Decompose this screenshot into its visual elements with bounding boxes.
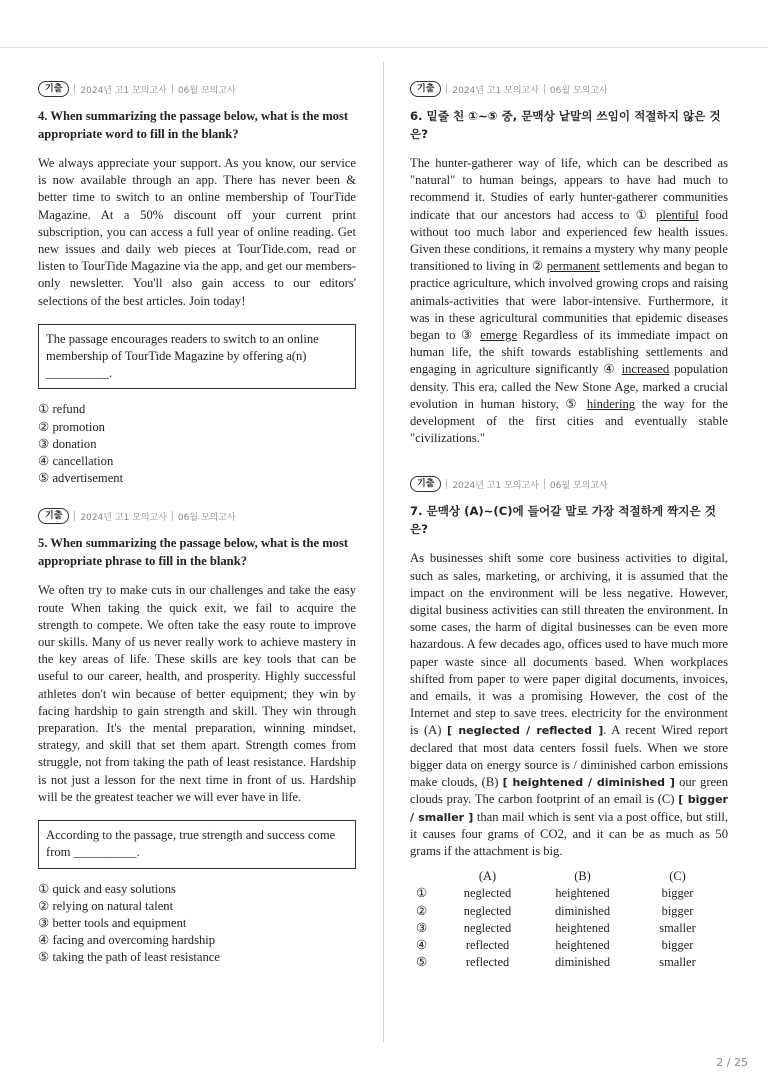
question-4-options xyxy=(38,401,356,487)
cell-c: bigger xyxy=(661,886,694,901)
underlined-word-2: permanent xyxy=(546,259,600,274)
separator xyxy=(446,479,447,489)
passage-text: population density. This era, called the New Stone Age, marked a crucial evolution in human history, ⑤ xyxy=(410,362,728,411)
source-month: 06월 모의고사 xyxy=(549,85,608,96)
cell-a: neglected xyxy=(463,886,512,901)
choice-c: [ bigger / smaller ] xyxy=(410,793,728,824)
option[interactable]: ② promotion xyxy=(38,419,105,434)
underlined-word-1: plentiful xyxy=(656,207,699,222)
option[interactable]: ② relying on natural talent xyxy=(38,898,174,913)
question-6 xyxy=(410,80,728,447)
table-row[interactable] xyxy=(416,920,725,937)
right-column xyxy=(410,80,728,971)
passage-text: food without too much labor and experienced few health issues. Given these conditions, it remains a mystery why many people transitioned to living in ② xyxy=(410,207,728,274)
cell-c: smaller xyxy=(659,920,696,935)
cell-b: diminished xyxy=(554,903,611,918)
separator xyxy=(172,84,173,94)
cell-b: diminished xyxy=(554,955,611,970)
cell-a: neglected xyxy=(463,920,512,935)
question-4-passage: We always appreciate your support. As you know, our service is now available through an app. There has never been & better time to switch to an online membership of TourTide Magazine. At a 50% discount off your current print subscription, you can access a full year of online reading. Get new issues and daily web pieces at TourTide.com, read or listen to TourTide Magazine via the app, and get our members-only newsletter. You'll also gain access to our editors' selections of the best articles. Join today! xyxy=(38,156,356,308)
question-6-source xyxy=(410,80,728,98)
choice-b: [ heightened / diminished ] xyxy=(502,776,675,790)
header-c: (C) xyxy=(669,869,686,884)
header-a: (A) xyxy=(478,869,497,884)
row-number: ③ xyxy=(416,920,428,935)
table-row[interactable] xyxy=(416,937,725,954)
question-6-passage xyxy=(410,155,728,447)
question-4-title: 4. When summarizing the passage below, what is the most appropriate word to fill in the blank? xyxy=(38,109,349,141)
separator xyxy=(74,511,75,521)
question-5-passage: We often try to make cuts in our challenges and take the easy route When taking the quick exit, we fail to acquire the strength to compete. We often take the easy route to improve our skills. Many of us never really work to achieve mastery in the key areas of life. These skills are key tools that can be useful to our career, health, and prosperity. Highly successful athletes don't win because of better equipment; they win by facing hardship to gain strength and skill. They win through preparation. It's the mental preparation, winning mindset, strategy, and skill that set them apart. Strength comes from struggle, not from taking the path of least resistance. Hardship is not just a lesson for the next time in front of us. Hardship will be the greatest teacher we will ever have in life. xyxy=(38,583,356,804)
separator xyxy=(544,84,545,94)
column-divider xyxy=(383,62,384,1042)
source-year: 2024년 고1 모의고사 xyxy=(452,85,539,96)
passage-text: than mail which is sent via a post office, but still, it causes four grams of CO2, and it can be as much as 50 grams if the attachment is big. xyxy=(410,809,728,858)
passage-text: The hunter-gatherer way of life, which can be described as "natural" to human beings, appears to have had much to recommend it. Studies of early hunter-gatherer communities indicate that our ancestors had access to ① xyxy=(410,156,728,222)
cell-c: bigger xyxy=(661,903,694,918)
passage-text: our green clouds pray. The carbon footprint of an email is (C) xyxy=(410,775,728,807)
option[interactable]: ① quick and easy solutions xyxy=(38,881,176,896)
separator xyxy=(544,479,545,489)
header-b: (B) xyxy=(574,869,591,884)
cell-b: heightened xyxy=(555,937,610,952)
cell-c: bigger xyxy=(661,937,694,952)
cell-a: reflected xyxy=(465,955,510,970)
source-year: 2024년 고1 모의고사 xyxy=(80,512,167,523)
question-5 xyxy=(38,507,356,966)
question-7-title: 7. 문맥상 (A)~(C)에 들어갈 말로 가장 적절하게 짝지은 것은? xyxy=(410,504,716,537)
source-month: 06월 모의고사 xyxy=(177,85,236,96)
question-6-title: 6. 밑줄 친 ①~⑤ 중, 문맥상 낱말의 쓰임이 적절하지 않은 것은? xyxy=(410,109,721,141)
question-7 xyxy=(410,475,728,971)
table-header-row xyxy=(416,868,725,885)
question-5-title: 5. When summarizing the passage below, what is the most appropriate phrase to fill in the blank? xyxy=(38,536,349,569)
passage-text: . A recent Wired report declared that most data centers fossil fuels. When we store bigger data on energy source is / diminished carbon emissions make clouds, (B) xyxy=(410,723,729,790)
question-5-source xyxy=(38,507,356,525)
question-5-summary-box: According to the passage, true strength and success come from __________. xyxy=(38,820,356,868)
question-4 xyxy=(38,80,356,487)
separator xyxy=(74,84,75,94)
row-number: ② xyxy=(416,903,428,918)
option[interactable]: ① refund xyxy=(38,402,86,417)
table-row[interactable] xyxy=(416,954,725,971)
underlined-word-4: increased xyxy=(621,362,670,377)
separator xyxy=(172,511,173,521)
source-month: 06월 모의고사 xyxy=(549,480,608,491)
cell-b: heightened xyxy=(555,886,610,901)
cell-a: neglected xyxy=(463,903,512,918)
separator xyxy=(446,84,447,94)
left-column xyxy=(38,80,356,967)
choice-a: [ neglected / reflected ] xyxy=(447,724,604,738)
source-year: 2024년 고1 모의고사 xyxy=(452,480,539,491)
answer-table xyxy=(416,868,725,971)
passage-text: As businesses shift some core business activities to digital, such as sales, marketing, or archiving, it is assumed that the impact on the environment will be less negative. However, digital business activities can still threaten the environment. In some cases, the harm of digital businesses can be even more hazardous. A few decades ago, offices used to have much more paper waste since all documents based. When workplaces shifted from paper to were paper digital documents, invoices, and emails, it was a promising However, the cost of the Internet and step to save trees. electricity for the environment is (A) xyxy=(410,551,728,738)
past-exam-tag: 기출 xyxy=(38,81,69,97)
past-exam-tag: 기출 xyxy=(38,508,69,524)
source-month: 06월 모의고사 xyxy=(177,512,236,523)
question-7-source xyxy=(410,475,728,493)
row-number: ① xyxy=(416,886,428,901)
past-exam-tag: 기출 xyxy=(410,476,441,492)
option[interactable]: ④ cancellation xyxy=(38,454,114,469)
source-year: 2024년 고1 모의고사 xyxy=(80,85,167,96)
table-row[interactable] xyxy=(416,903,725,920)
passage-text: Regardless of its immediate impact on human life, the shift towards establishing settlements and engaging in agriculture significantly ④ xyxy=(410,328,728,377)
underlined-word-3: emerge xyxy=(480,328,518,343)
option[interactable]: ③ donation xyxy=(38,436,97,451)
page-number: 2 / 25 xyxy=(716,1056,748,1069)
cell-a: reflected xyxy=(465,937,510,952)
cell-b: heightened xyxy=(555,920,610,935)
option[interactable]: ③ better tools and equipment xyxy=(38,915,187,930)
option[interactable]: ④ facing and overcoming hardship xyxy=(38,933,216,948)
row-number: ④ xyxy=(416,937,428,952)
header-rule xyxy=(0,47,768,48)
question-5-options xyxy=(38,881,356,967)
question-4-summary-box: The passage encourages readers to switch to an online membership of TourTide Magazine by offering a(n) __________. xyxy=(38,324,356,390)
table-row[interactable] xyxy=(416,885,725,902)
option[interactable]: ⑤ advertisement xyxy=(38,471,124,486)
question-7-passage xyxy=(410,550,728,860)
cell-c: smaller xyxy=(659,955,696,970)
past-exam-tag: 기출 xyxy=(410,81,441,97)
passage-text: settlements and began to practice agriculture, which involved growing crops and raising animals-activities that were labor-intensive. Furthermore, it was in these agricultural communities that epidemic diseases began to ③ xyxy=(410,259,728,343)
underlined-word-5: hindering xyxy=(586,396,636,411)
option[interactable]: ⑤ taking the path of least resistance xyxy=(38,950,220,965)
question-4-source xyxy=(38,80,356,98)
row-number: ⑤ xyxy=(416,955,428,970)
passage-text: the way for the development of the first cities and eventually stable "civilizations." xyxy=(410,396,728,446)
